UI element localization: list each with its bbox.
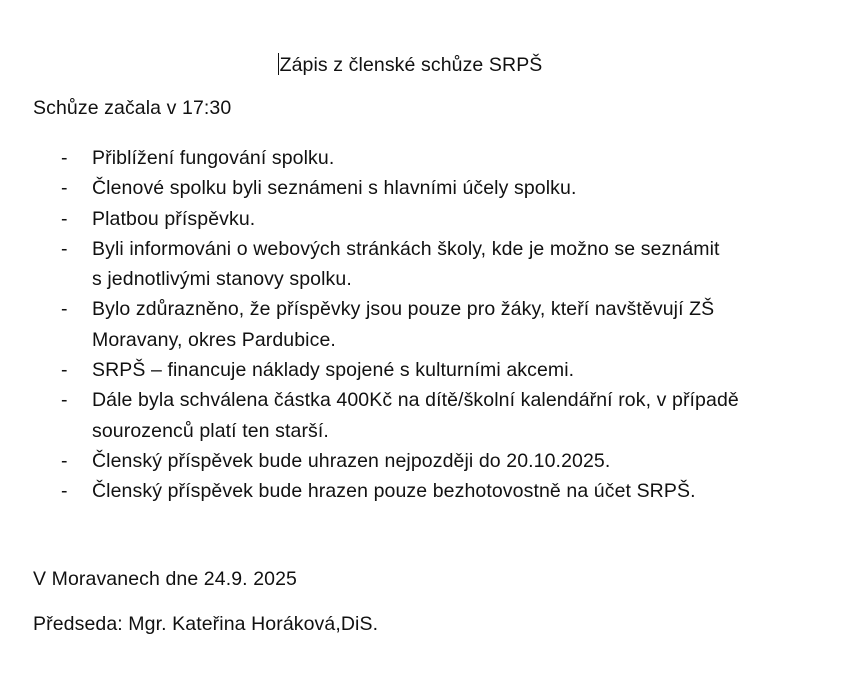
bullet-dash: - — [61, 147, 68, 169]
list-item — [0, 385, 841, 446]
list-item-line: Platbou příspěvku. — [92, 207, 256, 230]
list-item — [0, 476, 841, 506]
list-item — [0, 355, 841, 385]
text-cursor — [278, 53, 279, 75]
bullet-dash: - — [61, 207, 68, 230]
document-title — [0, 53, 820, 77]
bullet-dash: - — [61, 359, 68, 382]
list-item-line: Členský příspěvek bude uhrazen nejpozději do 20.10.2025. — [92, 449, 611, 472]
list-item — [0, 234, 841, 295]
meeting-start-line: Schůze začala v 17:30 — [33, 97, 232, 119]
list-item — [0, 173, 841, 203]
list-item-line: sourozenců platí ten starší. — [92, 419, 329, 442]
document-title-text: Zápis z členské schůze SRPŠ — [279, 54, 543, 76]
list-item-line: Dále byla schválena částka 400Kč na dítě/školní kalendářní rok, v případě — [92, 389, 739, 412]
chair-signature-line: Předseda: Mgr. Kateřina Horáková,DiS. — [33, 613, 379, 635]
list-item — [0, 204, 841, 234]
bullet-dash: - — [61, 177, 68, 200]
list-item-line: Bylo zdůrazněno, že příspěvky jsou pouze pro žáky, kteří navštěvují ZŠ — [92, 298, 715, 321]
list-item — [0, 446, 841, 476]
bullet-dash: - — [61, 298, 68, 321]
list-item-line: s jednotlivými stanovy spolku. — [92, 268, 352, 291]
agenda-list — [0, 143, 841, 507]
list-item-line: Byli informováni o webových stránkách školy, kde je možno se seznámit — [92, 237, 720, 260]
bullet-dash: - — [61, 389, 68, 412]
list-item-line: Členové spolku byli seznámeni s hlavními účely spolku. — [92, 177, 577, 200]
list-item-line: Moravany, okres Pardubice. — [92, 328, 336, 351]
bullet-dash: - — [61, 237, 68, 260]
bullet-dash: - — [61, 449, 68, 472]
list-item — [0, 294, 841, 355]
list-item-line: Přiblížení fungování spolku. — [92, 147, 335, 169]
list-item-line: Členský příspěvek bude hrazen pouze bezhotovostně na účet SRPŠ. — [92, 480, 696, 503]
list-item — [0, 143, 841, 173]
bullet-dash: - — [61, 480, 68, 503]
list-item-line: SRPŠ – financuje náklady spojené s kulturními akcemi. — [92, 359, 575, 382]
place-and-date: V Moravanech dne 24.9. 2025 — [33, 568, 297, 590]
